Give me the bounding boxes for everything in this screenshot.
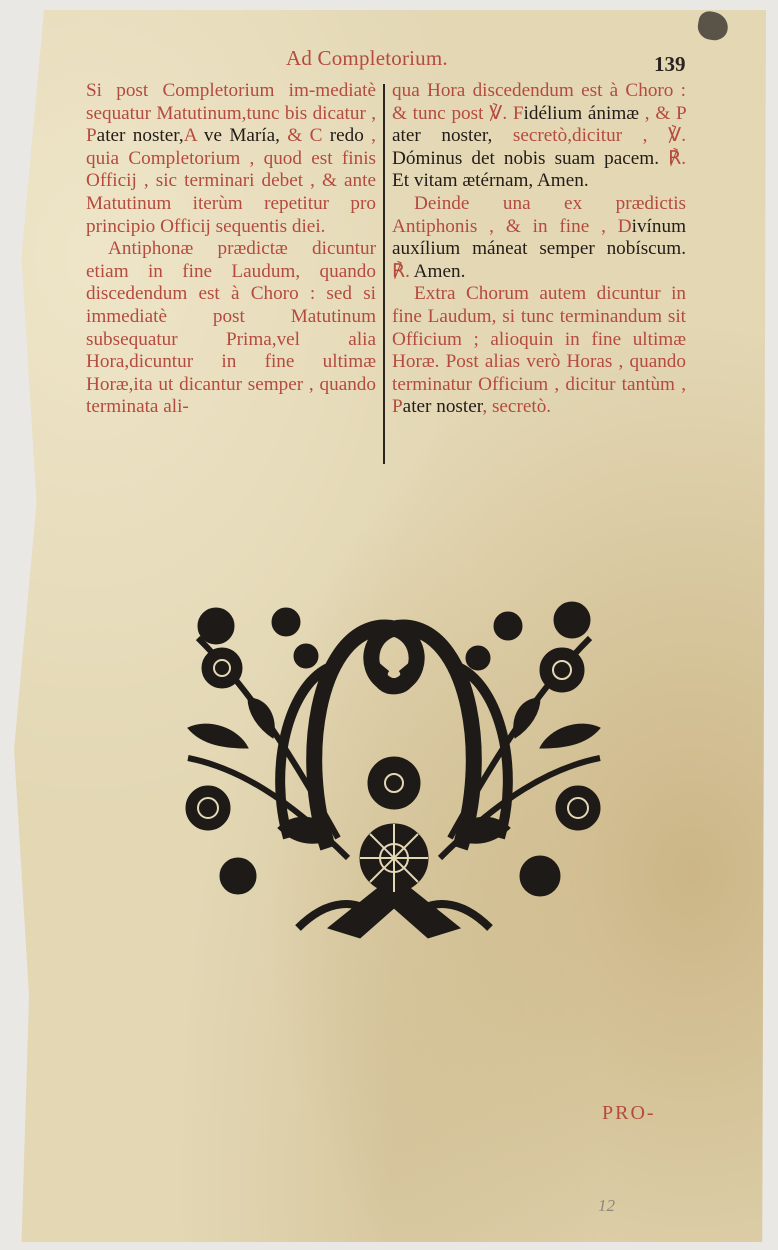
left-paragraph-2: Antiphonæ prædictæ dicuntur etiam in fine Laudum, quando discedendum est à Choro : sed si immediatè post Matutinum subsequatur Prima,vel alia Hora,dicuntur in fine ultimæ Horæ,ita ut dicantur semper , quando terminata ali- (86, 238, 376, 418)
text-run: ivínum auxílium máneat semper nobíscum. (392, 215, 686, 260)
text-run: redo (322, 125, 364, 147)
woodcut-floral-ornament-icon (178, 598, 610, 948)
text-run: Si post Completorium im- (86, 80, 316, 101)
text-run: ℣. F (489, 102, 524, 124)
text-run: Et vitam ætérnam, Amen. (392, 170, 589, 192)
text-run: ater noster (402, 396, 483, 418)
text-run: ater noster, (96, 125, 184, 147)
text-run: idélium ánimæ (523, 102, 640, 124)
right-paragraph-2 (392, 193, 686, 283)
text-run: ℟. (668, 147, 686, 169)
text-run: A (183, 125, 197, 147)
text-run: Deinde una ex prædictis Antiphonis , & in fine , D (392, 192, 686, 237)
text-run: , & P (639, 102, 686, 124)
pencil-note: 12 (598, 1196, 615, 1215)
text-run: ater noster, (392, 125, 513, 147)
left-column (86, 80, 376, 419)
text-run: Dóminus det nobis suam pacem. (392, 147, 669, 169)
column-divider (383, 84, 385, 464)
page-number: 139 (654, 52, 686, 76)
text-run: & C (287, 125, 323, 147)
text-run: , secretò. (482, 396, 552, 418)
text-run: secretò,dicitur , ℣. (512, 125, 686, 147)
running-head: Ad Completorium. (286, 46, 448, 70)
text-run: mediatè sequatur Matutinum, (86, 80, 376, 124)
text-run: Extra Chorum autem dicuntur in fine Laudum, si tunc terminandum sit Officium ; alioquin in fine ultimæ Horæ. Post alias verò Horas , quando terminatur Officium , dicitur tantùm , P (392, 283, 686, 418)
text-run: qua Hora discedendum est à Choro : & tunc post (392, 80, 686, 124)
text-run: tunc bis dicatur , (246, 102, 376, 124)
right-paragraph-3 (392, 283, 686, 419)
catchword: PRO- (602, 1102, 656, 1124)
right-paragraph-1 (392, 80, 686, 193)
text-run: Amen. (413, 260, 466, 282)
text-run: , quia Completorium , quod est finis Officij , sic terminari debet , & ante Matutinum iterùm repetitur pro principio Officij sequentis diei. (86, 125, 376, 237)
text-run: ve María, (196, 125, 288, 147)
right-column (392, 80, 686, 419)
left-paragraph-1 (86, 80, 376, 238)
text-run: P (86, 125, 97, 147)
text-run: ℟. (392, 260, 414, 282)
